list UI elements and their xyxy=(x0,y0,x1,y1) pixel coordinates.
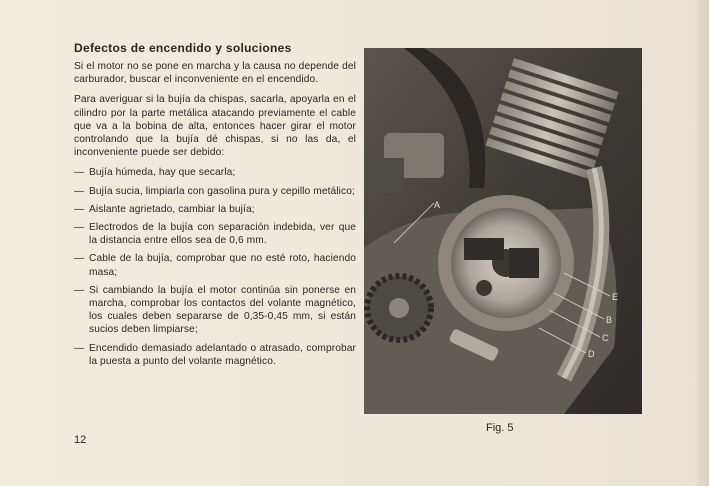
list-item: — Encendido demasiado adelantado o atrasado, comprobar la puesta a punto del volante magnético. xyxy=(74,342,356,367)
page-edge xyxy=(697,0,709,486)
label-e: E xyxy=(612,292,619,302)
page-number: 12 xyxy=(74,434,87,446)
label-c: C xyxy=(602,333,609,343)
causes-list xyxy=(74,166,356,368)
list-item: — Cable de la bujía, comprobar que no esté roto, haciendo masa; xyxy=(74,253,356,278)
section-heading: Defectos de encendido y soluciones xyxy=(74,41,292,55)
body-text-column xyxy=(74,60,356,373)
list-item: — Bujía sucia, limpiarla con gasolina pura y cepillo metálico; xyxy=(74,185,355,197)
figure-caption: Fig. 5 xyxy=(486,422,514,434)
list-item: — Aislante agrietado, cambiar la bujía; xyxy=(74,203,255,215)
intro-paragraph: Si el motor no se pone en marcha y la causa no depende del carburador, buscar el inconveniente en el encendido. xyxy=(74,61,356,86)
list-item: — Si cambiando la bujía el motor continúa sin ponerse en marcha, comprobar los contactos del volante magnético, los cuales deben separarse de 0,35-0,45 mm, si están sucios deben limpiarse; xyxy=(74,284,356,336)
engine-photo xyxy=(364,48,642,414)
procedure-paragraph: Para averiguar si la bujía da chispas, sacarla, apoyarla en el cilindro por la parte metálica atacando previamente el cable que va a la bobina de alta, entonces hacer girar el motor controlando que la bujía dé chispas, si no las da, el inconveniente puede ser debido: xyxy=(74,94,356,159)
list-item: — Bujía húmeda, hay que secarla; xyxy=(74,167,236,179)
label-b: B xyxy=(606,315,613,325)
list-item: — Electrodos de la bujía con separación indebida, ver que la distancia entre ellos sea de 0,6 mm. xyxy=(74,222,356,247)
engine-illustration xyxy=(364,48,642,414)
label-d: D xyxy=(588,349,595,359)
label-a: A xyxy=(434,200,441,210)
